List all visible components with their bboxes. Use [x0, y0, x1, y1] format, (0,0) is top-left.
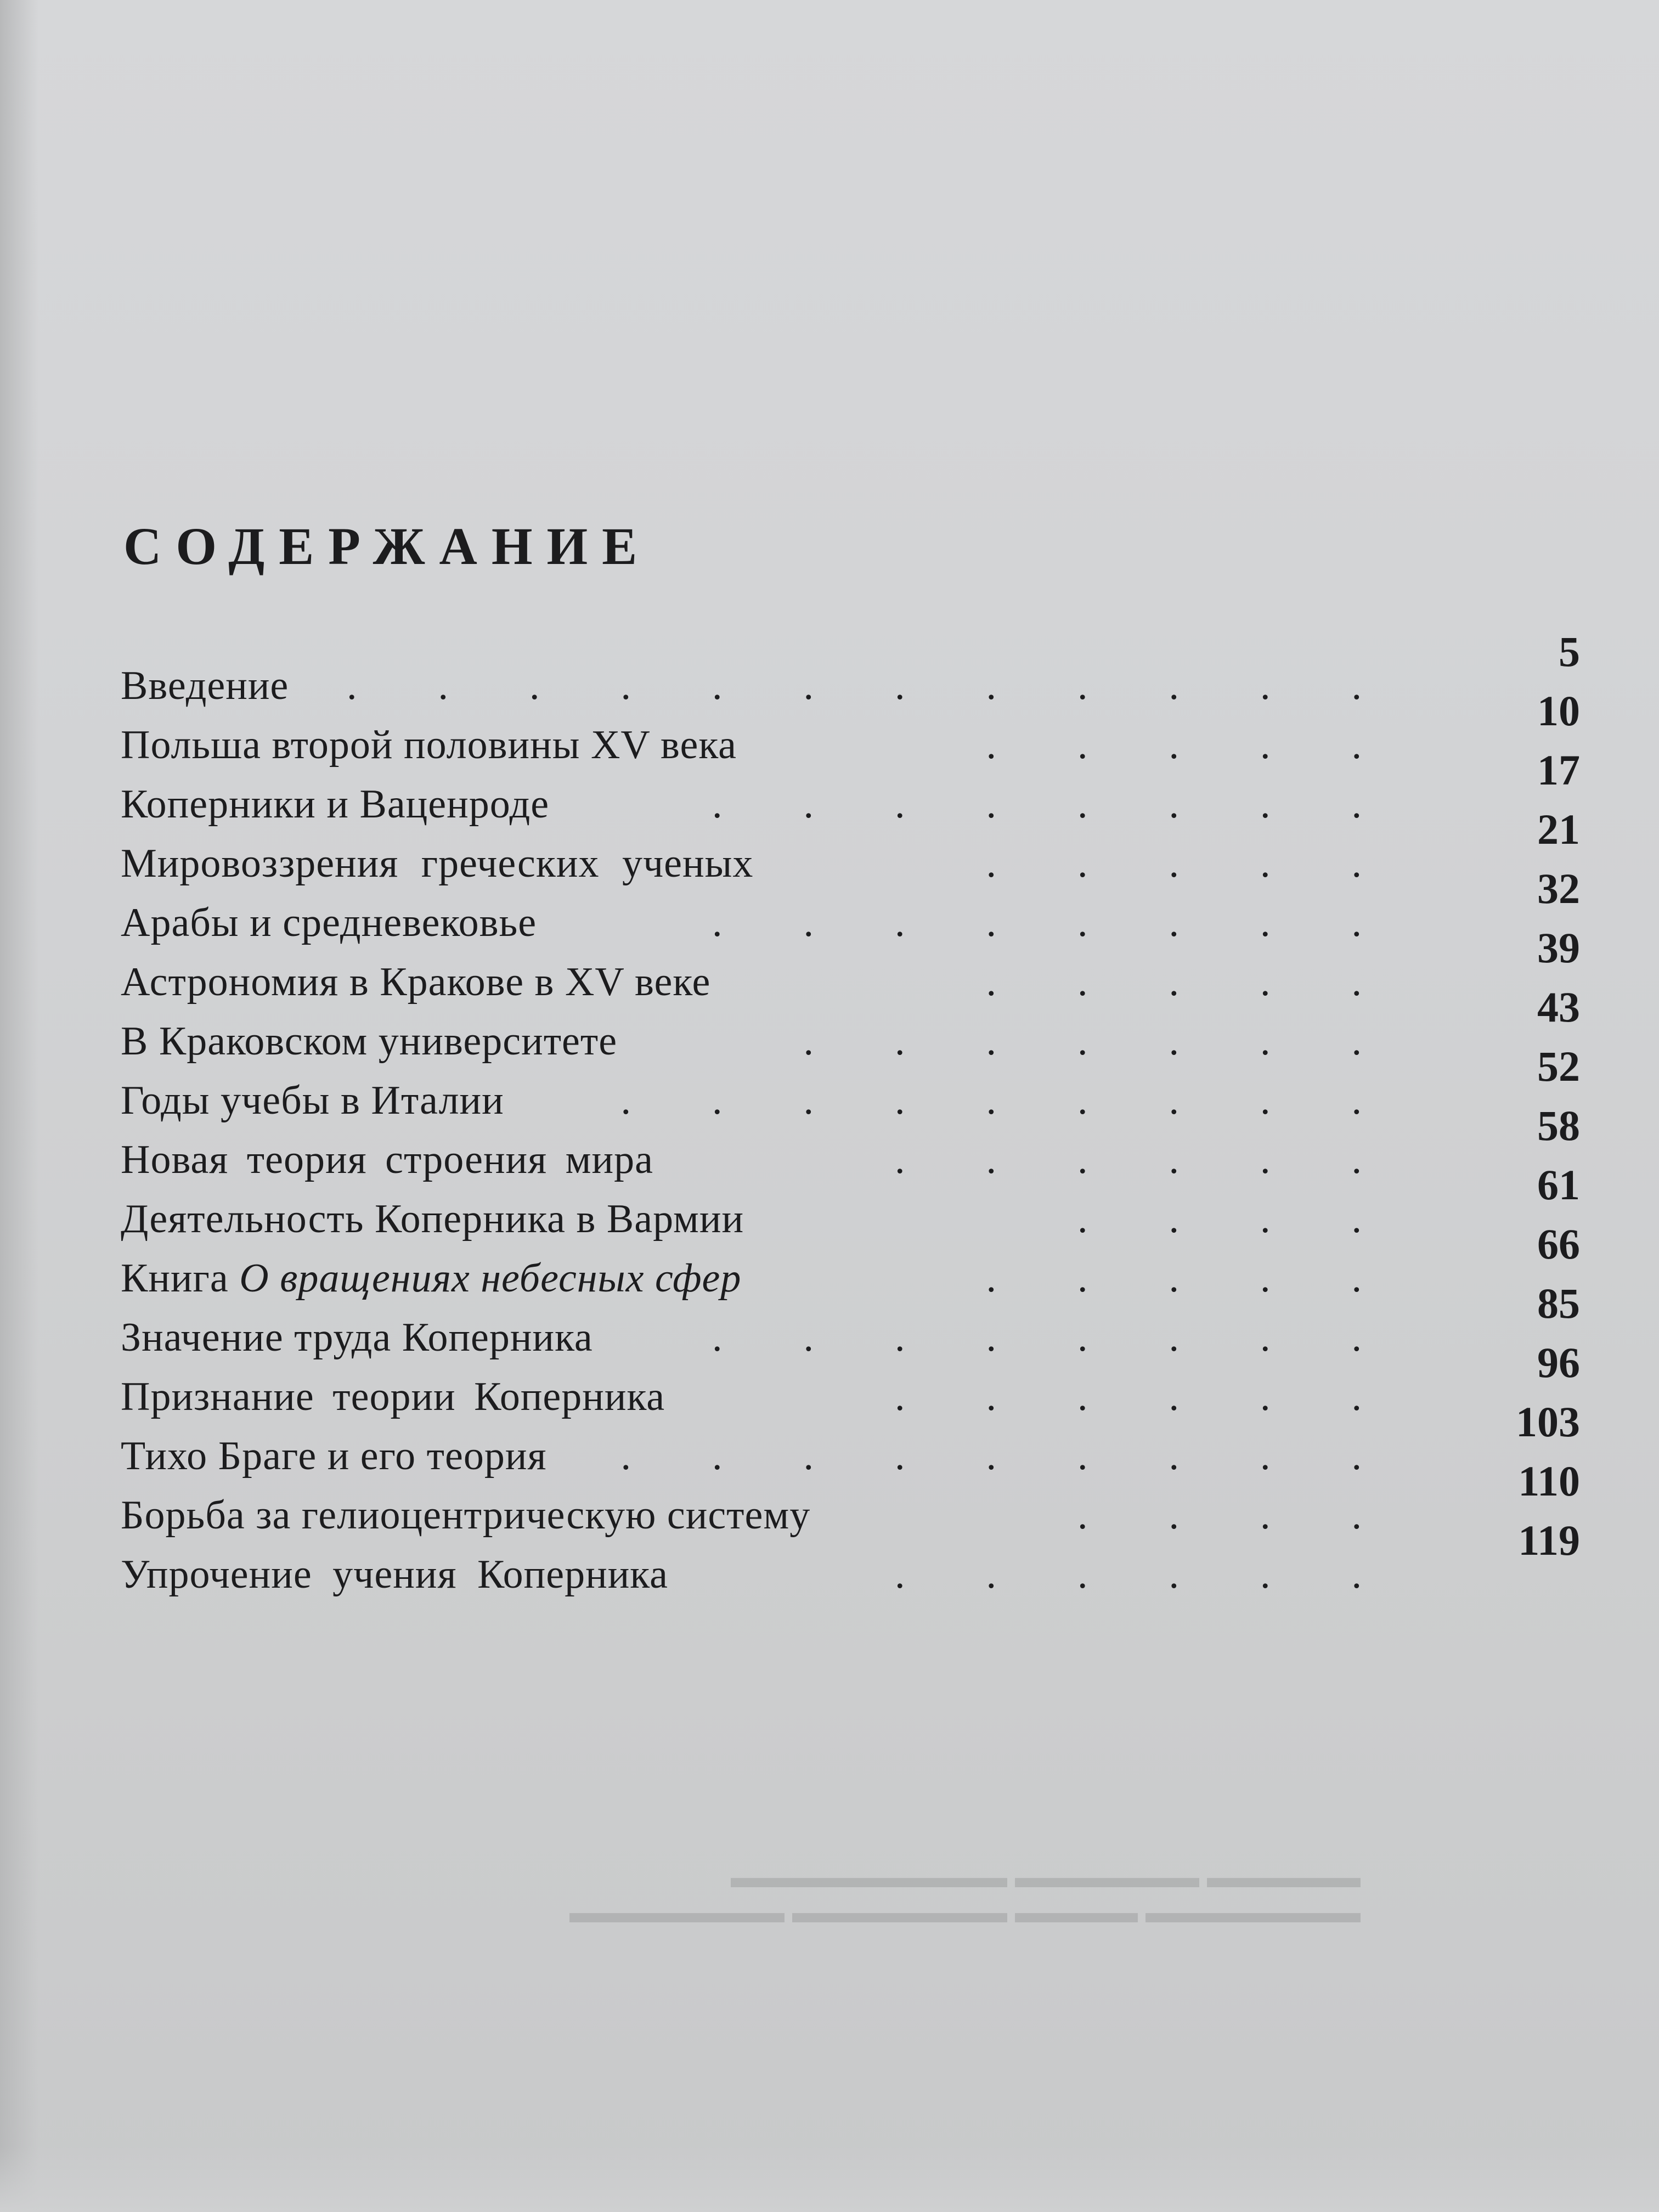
- toc-entry-title: Коперники и Ваценроде: [121, 782, 550, 827]
- toc-page-number: 52: [1537, 1042, 1580, 1090]
- toc-entry: [121, 1161, 1580, 1246]
- toc-page-number: 96: [1537, 1339, 1580, 1386]
- toc-entry-title: Значение труда Коперника: [121, 1315, 593, 1360]
- table-of-contents: [121, 628, 1580, 1607]
- toc-entry-title: Борьба за гелиоцентрическую систему: [121, 1493, 811, 1538]
- page-bottom-edge: [0, 2146, 1659, 2212]
- toc-entry: [121, 687, 1580, 772]
- dot-leader: . . . . . .: [895, 1552, 1443, 1597]
- toc-page-number: 17: [1537, 746, 1580, 794]
- toc-entry: [121, 1339, 1580, 1424]
- toc-entry-title: Деятельность Коперника в Вармии: [121, 1197, 744, 1242]
- toc-entry: [121, 746, 1580, 832]
- toc-entry-title: Польша второй половины XV века: [121, 723, 737, 768]
- toc-page-number: 32: [1537, 865, 1580, 912]
- dot-leader: . . . . . . . . .: [620, 1078, 1443, 1123]
- toc-entry-title-prefix: Книга: [121, 1256, 240, 1301]
- toc-entry: [121, 1398, 1580, 1483]
- toc-page-number: 21: [1537, 805, 1580, 853]
- page-gutter-shadow: [0, 0, 38, 2212]
- dot-leader: . . . . .: [986, 1256, 1443, 1301]
- toc-entry-title: Упрочение учения Коперника: [121, 1552, 668, 1597]
- toc-entry-title: Мировоззрения греческих ученых: [121, 841, 754, 886]
- dot-leader: . . . . . .: [895, 1374, 1443, 1419]
- dot-leader: . . . . .: [986, 841, 1443, 886]
- dot-leader: . . . . .: [986, 723, 1443, 768]
- toc-page-number: 85: [1537, 1279, 1580, 1327]
- toc-entry: [121, 1102, 1580, 1187]
- toc-page-number: 103: [1516, 1398, 1580, 1446]
- toc-entry: [121, 1220, 1580, 1306]
- dot-leader: . . . . . . . .: [712, 1315, 1443, 1360]
- dot-leader: . . . .: [1077, 1197, 1443, 1242]
- toc-page-number: 61: [1537, 1161, 1580, 1209]
- toc-page-number: 58: [1537, 1102, 1580, 1149]
- toc-entry: [121, 924, 1580, 1009]
- toc-entry-title: В Краковском университете: [121, 1019, 618, 1064]
- toc-entry: [121, 865, 1580, 950]
- toc-page-number: 39: [1537, 924, 1580, 972]
- toc-page-number: 5: [1559, 628, 1580, 675]
- toc-page-number: 43: [1537, 983, 1580, 1031]
- show-through-from-reverse-side: ▬▬▬▬▬ ▬▬▬▬▬▬ ▬▬▬▬▬▬▬▬▬ ▬▬▬▬▬▬▬ ▬▬▬▬ ▬▬▬▬▬▬▬ ▬▬▬▬▬▬▬: [569, 1860, 1361, 1929]
- toc-page-number: 66: [1537, 1220, 1580, 1268]
- toc-page-number: 119: [1518, 1516, 1580, 1564]
- dot-leader: . . . . . . . . . . . .: [347, 663, 1443, 708]
- toc-entry: [121, 1516, 1580, 1602]
- toc-entry-title: Тихо Браге и его теория: [121, 1434, 547, 1479]
- toc-entry-title: Признание теории Коперника: [121, 1374, 665, 1419]
- toc-page-number: 110: [1518, 1457, 1580, 1505]
- dot-leader: . . . . . . .: [803, 1019, 1443, 1064]
- toc-heading: СОДЕРЖАНИЕ: [123, 517, 652, 575]
- toc-entry-title: Астрономия в Кракове в XV веке: [121, 960, 711, 1005]
- toc-entry-title: Арабы и средневековье: [121, 900, 537, 945]
- toc-entry: [121, 983, 1580, 1069]
- dot-leader: . . . . .: [986, 960, 1443, 1005]
- dot-leader: . . . . . . . .: [712, 782, 1443, 827]
- dot-leader: . . . . . . . . .: [620, 1434, 1443, 1479]
- toc-entry: [121, 1279, 1580, 1365]
- dot-leader: . . . . . .: [895, 1137, 1443, 1182]
- toc-entry: [121, 628, 1580, 713]
- dot-leader: . . . .: [1077, 1493, 1443, 1538]
- dot-leader: . . . . . . . .: [712, 900, 1443, 945]
- toc-page-number: 10: [1537, 687, 1580, 735]
- toc-entry: [121, 805, 1580, 891]
- toc-entry: [121, 1457, 1580, 1543]
- toc-entry-title: Введение: [121, 663, 289, 708]
- toc-entry: [121, 1042, 1580, 1128]
- toc-entry-title-italic: О вращениях небесных сфер: [239, 1256, 742, 1301]
- toc-entry-title: [121, 1251, 741, 1306]
- toc-entry-title: Годы учебы в Италии: [121, 1078, 504, 1123]
- toc-entry-title: Новая теория строения мира: [121, 1137, 653, 1182]
